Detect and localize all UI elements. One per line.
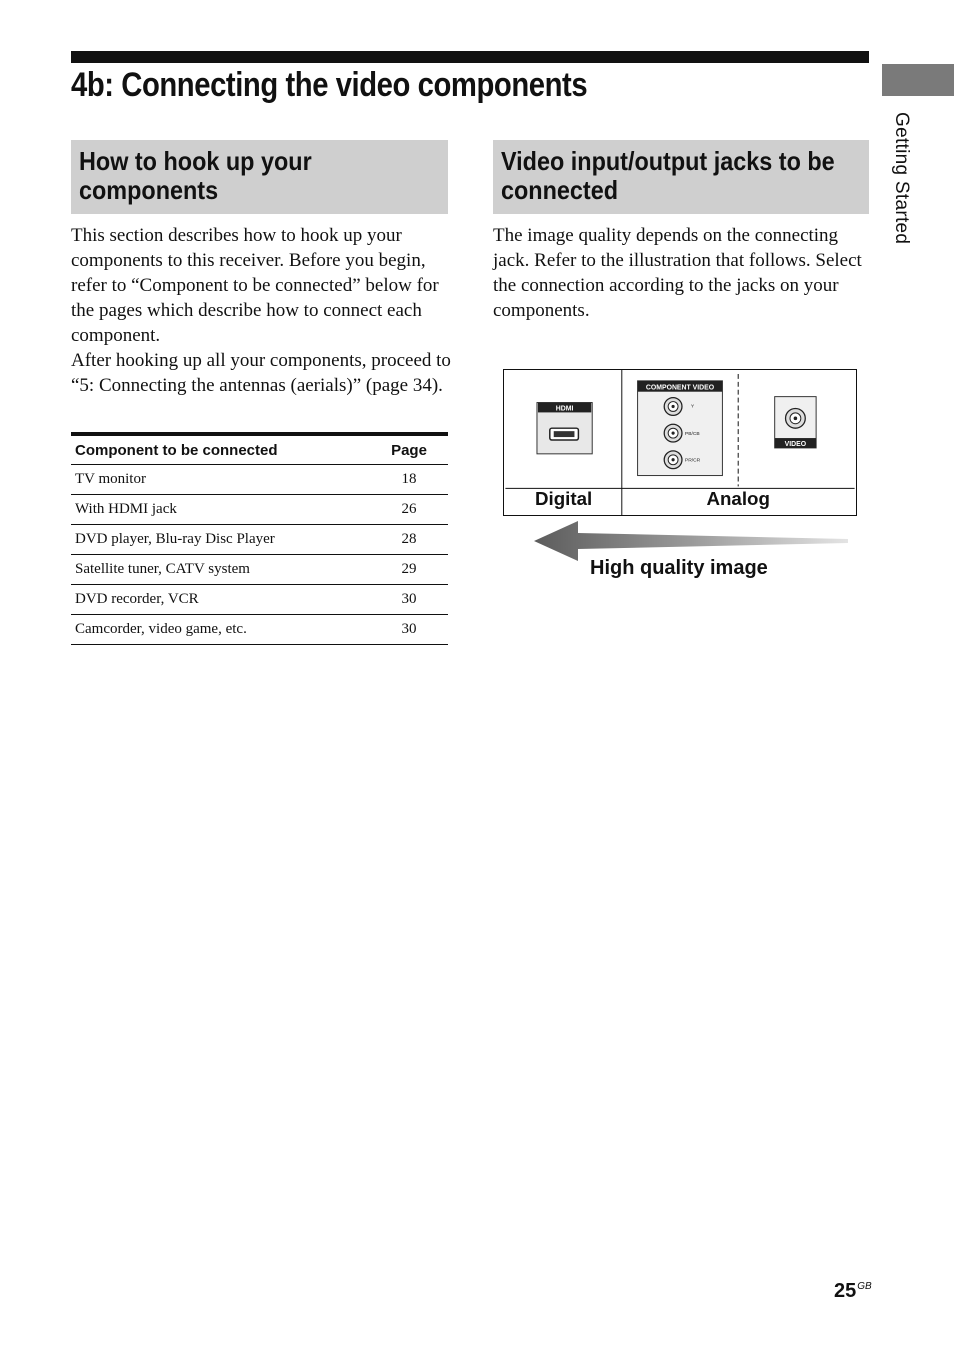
table-cell-component: DVD player, Blu-ray Disc Player — [71, 525, 370, 555]
jack-diagram — [503, 369, 857, 516]
left-paragraph-2: After hooking up all your components, proceed to “5: Connecting the antennas (aerials)” (page 34). — [71, 350, 451, 396]
table-cell-component: With HDMI jack — [71, 495, 370, 525]
table-cell-page: 28 — [370, 525, 448, 555]
left-section-heading — [71, 140, 448, 214]
pr-label: PR/CR — [684, 458, 701, 464]
table-row — [71, 555, 448, 585]
page-title: 4b: Connecting the video components — [71, 66, 588, 104]
video-label: VIDEO — [784, 440, 807, 448]
section-tab-label: Getting Started — [891, 112, 912, 245]
table-row — [71, 495, 448, 525]
table-cell-page: 26 — [370, 495, 448, 525]
video-jack-icon — [775, 397, 816, 448]
left-paragraph-1: This section describes how to hook up your components to this receiver. Before you begin, refer to “Component to be connected” below for the pages which describe how to connect each component. — [71, 225, 439, 346]
title-rule — [71, 51, 869, 63]
hdmi-label: HDMI — [555, 405, 574, 413]
quality-arrow-label: High quality image — [590, 557, 768, 579]
pb-label: PB/CB — [684, 432, 700, 438]
table-row — [71, 585, 448, 615]
section-tab — [882, 64, 954, 96]
table-row — [71, 465, 448, 495]
digital-label: Digital — [534, 488, 593, 510]
page-number — [834, 1280, 872, 1303]
table-cell-page: 30 — [370, 585, 448, 615]
table-header-page: Page — [370, 434, 448, 465]
table-cell-component: Camcorder, video game, etc. — [71, 615, 370, 645]
right-section-heading-text: Video input/output jacks to be connected — [501, 146, 835, 205]
page-number-suffix: GB — [857, 1281, 872, 1293]
analog-label: Analog — [706, 488, 770, 510]
table-cell-page: 30 — [370, 615, 448, 645]
page-number-value: 25 — [834, 1280, 857, 1302]
table-row — [71, 525, 448, 555]
table-cell-component: DVD recorder, VCR — [71, 585, 370, 615]
table-header-component: Component to be connected — [71, 434, 370, 465]
y-jack-icon — [664, 398, 682, 416]
pr-jack-icon — [664, 451, 682, 469]
right-section-heading — [493, 140, 869, 214]
table-cell-page: 29 — [370, 555, 448, 585]
left-section-heading-text: How to hook up your components — [79, 146, 312, 205]
table-cell-component: Satellite tuner, CATV system — [71, 555, 370, 585]
component-video-label: COMPONENT VIDEO — [645, 384, 715, 392]
table-cell-page: 18 — [370, 465, 448, 495]
y-label: Y — [690, 404, 695, 410]
component-table — [71, 432, 448, 645]
table-cell-component: TV monitor — [71, 465, 370, 495]
component-video-jack-icon — [638, 381, 723, 476]
right-paragraph: The image quality depends on the connecting jack. Refer to the illustration that follows. Select the connection according to the jacks on your components. — [493, 225, 862, 321]
hdmi-jack-icon — [537, 403, 592, 454]
table-row — [71, 615, 448, 645]
pb-jack-icon — [664, 424, 682, 442]
table-header-row — [71, 434, 448, 465]
